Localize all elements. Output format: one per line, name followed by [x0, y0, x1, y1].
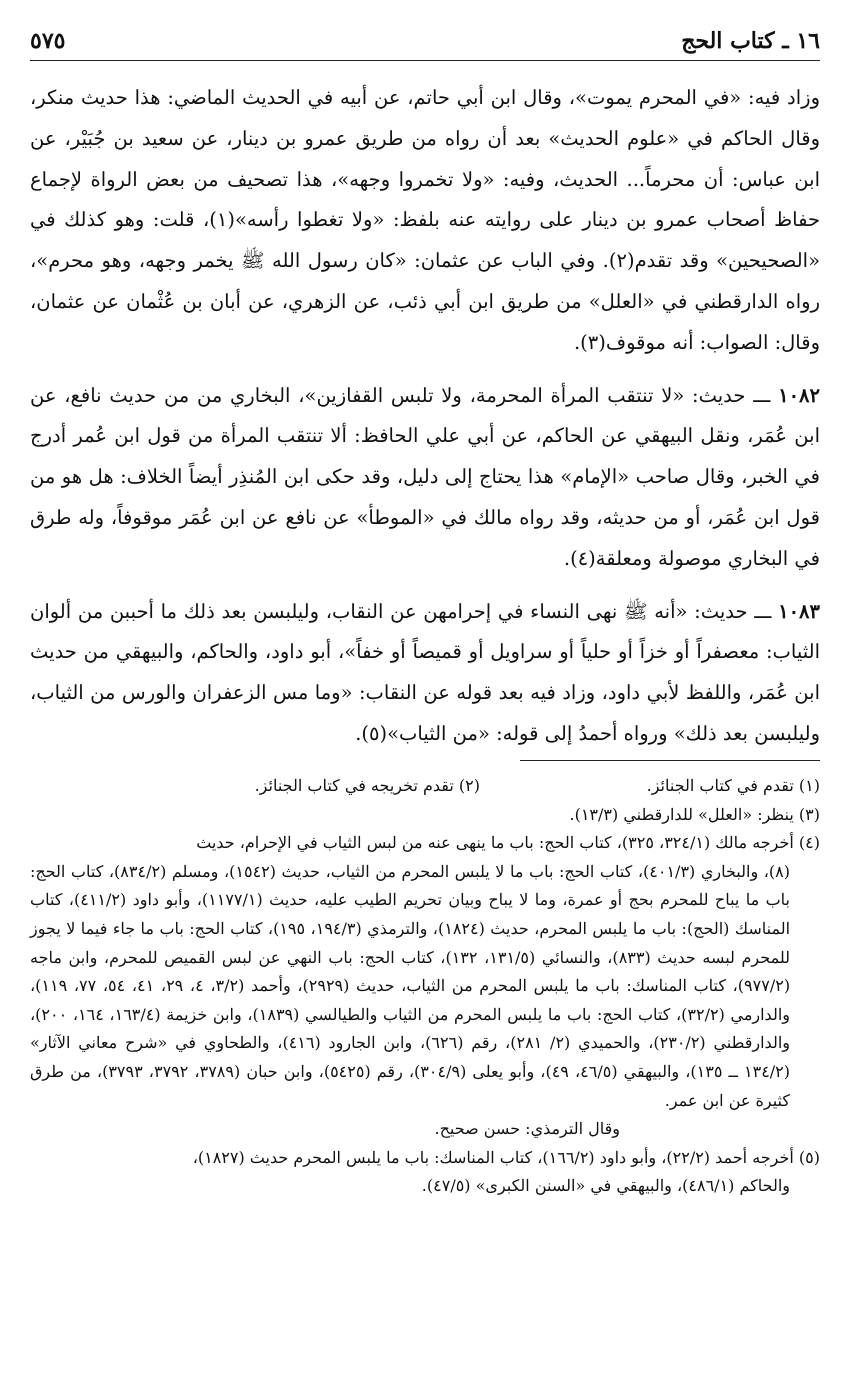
hadith-number: ١٠٨٢ — [778, 383, 820, 407]
footnote-4-body: (٨)، والبخاري (٤٠١/٣)، كتاب الحج: باب ما لا يلبس المحرم من الثياب، حديث (١٥٤٢)، ومسلم (٨٣٤/٢)، كتاب الحج: باب ما يباح للمحرم بحج أو عمرة، وما لا يباح وبيان تحريم الطيب عليه، حديث (١١٧٧/١)، وأبو داود (٤١١/٢)، كتاب المناسك (الحج): باب ما يلبس المحرم، حديث (١٨٢٤)، والترمذي (١٩٤/٣، ١٩٥)، كتاب الحج: باب ما جاء فيما لا يجوز للمحرم لبسه حديث (٨٣٣)، والنسائي (١٣١/٥، ١٣٢)، كتاب الحج: باب النهي عن لبس القميص للمحرم، وابن ماجه (٩٧٧/٢)، كتاب المناسك: باب ما يلبس المحرم من الثياب، حديث (٢٩٢٩)، وأحمد (٣/٢، ٤، ٢٩، ٤١، ٥٤، ٧٧، ١١٩)، والدارمي (٣٢/٢)، كتاب الحج: باب ما يلبس المحرم من الثياب والطيالسي (١٨٣٩)، وابن خزيمة (١٦٣/٤، ١٦٤، ٢٠٠)، والدارقطني (٢٣٠/٢)، والحميدي (٢/ ٢٨١)، رقم (٦٢٦)، وابن الجارود (٤١٦)، والطحاوي في «شرح معاني الآثار» (١٣٤/٢ ــ ١٣٥)، والبيهقي (٤٦/٥، ٤٩)، وأبو يعلى (٣٠٤/٩)، رقم (٥٤٢٥)، وابن حبان (٣٧٨٩، ٣٧٩٢، ٣٧٩٣)، من طرق كثيرة عن ابن عمر. — [30, 861, 791, 1110]
paragraph-text: ـــ حديث: «أنه ﷺ نهى النساء في إحرامهن عن النقاب، وليلبسن بعد ذلك ما أحببن من ألوان الثياب: معصفراً أو خزاً أو حلياً أو سراويل أو قميصاً أو خفاً»، أبو داود، والحاكم، والبيهقي من حديث ابن عُمَر، واللفظ لأبي داود، وزاد فيه بعد قوله عن النقاب: «وما مس الزعفران والورس من الثياب، وليلبسن بعد ذلك» ورواه أحمدُ إلى قوله: «من الثياب»(٥). — [30, 599, 820, 745]
paragraph-continuation — [30, 78, 820, 364]
footnote-row-1-2 — [30, 772, 820, 801]
paragraph-text: وزاد فيه: «في المحرم يموت»، وقال ابن أبي حاتم، عن أبيه في الحديث الماضي: هذا حديث منكر، وقال الحاكم في «علوم الحديث» بعد أن رواه من طريق عمرو بن دينار، عن سعيد بن جُبَيْر، عن ابن عباس: أن محرماً... الحديث، وفيه: «ولا تخمروا وجهه»، هذا تصحيف من بعض الرواة لإجماع حفاظ أصحاب عمرو بن دينار على روايته عنه بلفظ: «ولا تغطوا رأسه»(١)، قلت: وهو كذلك في «الصحيحين» وقد تقدم(٢). وفي الباب عن عثمان: «كان رسول الله ﷺ يخمر وجهه، وهو محرم»، رواه الدارقطني في «العلل» من طريق ابن أبي ذئب، عن الزهري، عن أبان بن عُثْمان عن عثمان، وقال: الصواب: أنه موقوف(٣). — [30, 86, 821, 354]
paragraph-hadith-1082 — [30, 376, 820, 580]
footnote-5 — [30, 1144, 820, 1201]
footnotes — [30, 772, 820, 1201]
page-header — [30, 22, 820, 61]
footnote-separator — [520, 760, 820, 761]
page-number: ٥٧٥ — [30, 28, 66, 54]
footnote-5-first-line: (٥) أخرجه أحمد (٢٢/٢)، وأبو داود (١٦٦/٢)، كتاب المناسك: باب ما يلبس المحرم حديث (١٨٢٧)، — [192, 1147, 820, 1167]
running-title: ١٦ ـ كتاب الحج — [681, 28, 820, 54]
footnote-4 — [30, 829, 820, 1115]
main-text — [30, 78, 820, 755]
hadith-number: ١٠٨٣ — [778, 599, 820, 623]
footnote-4-comment: وقال الترمذي: حسن صحيح. — [434, 1119, 620, 1139]
footnote-4-first-line: (٤) أخرجه مالك (٣٢٤/١، ٣٢٥)، كتاب الحج: باب ما ينهى عنه من لبس الثياب في الإحرام، حديث — [196, 833, 820, 853]
footnote-5-body: والحاكم (٤٨٦/١)، والبيهقي في «السنن الكبرى» (٤٧/٥). — [421, 1176, 790, 1196]
paragraph-text: ـــ حديث: «لا تنتقب المرأة المحرمة، ولا تلبس القفازين»، البخاري من من حديث نافع، عن ابن عُمَر، ونقل البيهقي عن الحاكم، عن أبي علي الحافظ: ألا تنتقب المرأة من قول ابن عُمر أدرج في الخبر، وقال صاحب «الإمام» هذا يحتاج إلى دليل، وقد حكى ابن المُنذِر أيضاً الخلاف: هل هو من قول ابن عُمَر، أو من حديثه، وقد رواه مالك في «الموطأ» عن نافع عن ابن عُمَر موقوفاً، وله طرق في البخاري موصولة ومعلقة(٤). — [30, 383, 820, 570]
footnote-1: (١) تقدم في كتاب الجنائز. — [646, 776, 820, 795]
footnote-2: (٢) تقدم تخريجه في كتاب الجنائز. — [254, 776, 480, 795]
paragraph-hadith-1083 — [30, 592, 820, 755]
footnote-3: (٣) ينظر: «العلل» للدارقطني (١٣/٣). — [569, 804, 820, 824]
